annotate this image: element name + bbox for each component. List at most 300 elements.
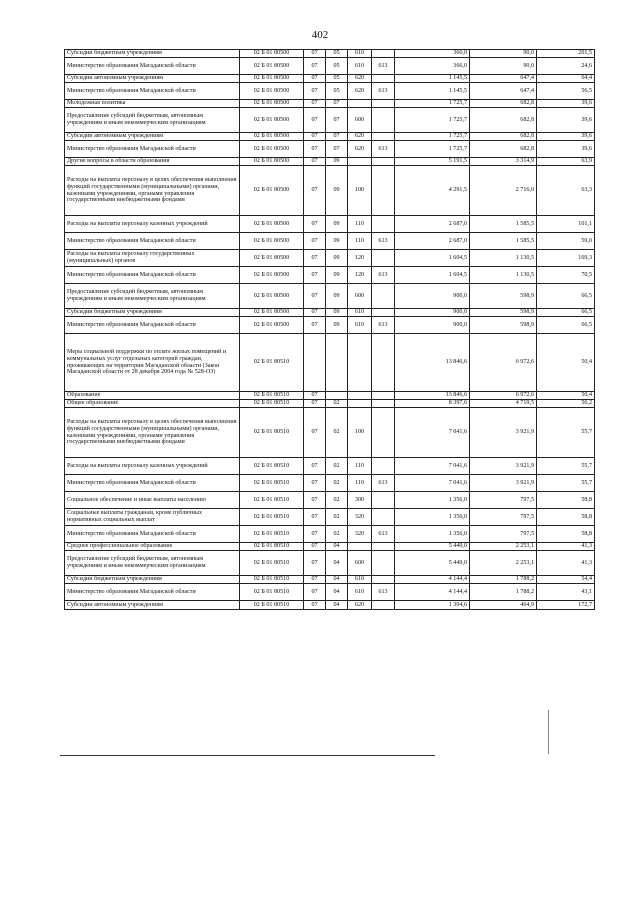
planned-amount: 1 725,7 — [395, 100, 470, 108]
table-row — [65, 392, 595, 400]
table-row — [65, 576, 595, 584]
expense-type: 110 — [348, 458, 372, 475]
subsection-code: 02 — [326, 458, 348, 475]
horizontal-rule — [60, 755, 435, 756]
expense-type: 300 — [348, 492, 372, 509]
execution-percent: 56,2 — [537, 400, 595, 408]
actual-amount: 2 253,1 — [470, 543, 537, 551]
subsection-code: 04 — [326, 551, 348, 576]
ministry-code — [372, 133, 395, 141]
section-code: 07 — [304, 141, 326, 158]
execution-percent: 39,6 — [537, 108, 595, 133]
row-label: Министерство образования Магаданской области — [65, 475, 240, 492]
expense-type: 610 — [348, 58, 372, 75]
actual-amount: 6 972,6 — [470, 334, 537, 392]
section-code: 07 — [304, 551, 326, 576]
row-label: Предоставление субсидий бюджетным, автономным учреждениям и иным некоммерческим организациям — [65, 108, 240, 133]
table-row — [65, 551, 595, 576]
row-label: Министерство образования Магаданской области — [65, 526, 240, 543]
planned-amount: 13 846,6 — [395, 392, 470, 400]
actual-amount: 2 253,1 — [470, 551, 537, 576]
subsection-code: 07 — [326, 100, 348, 108]
planned-amount: 4 144,4 — [395, 584, 470, 601]
row-label: Министерство образования Магаданской области — [65, 83, 240, 100]
table-row — [65, 526, 595, 543]
subsection-code: 09 — [326, 267, 348, 284]
table-body — [65, 50, 595, 610]
row-label: Министерство образования Магаданской области — [65, 141, 240, 158]
target-code: 02 Б 01 80500 — [240, 108, 304, 133]
target-code: 02 Б 01 80510 — [240, 492, 304, 509]
target-code: 02 Б 01 80510 — [240, 458, 304, 475]
expense-type: 620 — [348, 141, 372, 158]
planned-amount: 900,0 — [395, 284, 470, 309]
target-code: 02 Б 01 80500 — [240, 284, 304, 309]
expense-type — [348, 392, 372, 400]
execution-percent: 54,4 — [537, 576, 595, 584]
table-row — [65, 509, 595, 526]
ministry-code — [372, 509, 395, 526]
page-number: 402 — [311, 29, 329, 41]
expense-type: 110 — [348, 233, 372, 250]
section-code — [304, 334, 326, 392]
execution-percent: 66,5 — [537, 317, 595, 334]
planned-amount: 5 191,5 — [395, 158, 470, 166]
expense-type — [348, 334, 372, 392]
expense-type: 120 — [348, 267, 372, 284]
expense-type: 100 — [348, 166, 372, 216]
actual-amount: 682,8 — [470, 100, 537, 108]
actual-amount: 3 314,9 — [470, 158, 537, 166]
actual-amount: 6 972,6 — [470, 392, 537, 400]
section-code: 07 — [304, 133, 326, 141]
planned-amount: 1 304,6 — [395, 601, 470, 610]
target-code: 02 Б 01 80510 — [240, 392, 304, 400]
row-label: Расходы на выплаты персоналу в целях обеспечения выполнения функций государственными (муниципальными) органами, казенными учреждениями, органами управления государственными внебюджетными фондами — [65, 166, 240, 216]
table-row — [65, 475, 595, 492]
execution-percent: 50,4 — [537, 334, 595, 392]
table-row — [65, 83, 595, 100]
section-code: 07 — [304, 458, 326, 475]
table-row — [65, 267, 595, 284]
row-label: Предоставление субсидий бюджетным, автономным учреждениям и иным некоммерческим организациям — [65, 284, 240, 309]
execution-percent: 55,7 — [537, 475, 595, 492]
budget-table — [64, 49, 595, 610]
expense-type: 620 — [348, 601, 372, 610]
target-code: 02 Б 01 80500 — [240, 133, 304, 141]
execution-percent: 41,3 — [537, 543, 595, 551]
row-label: Расходы на выплаты персоналу казенных учреждений — [65, 216, 240, 233]
target-code: 02 Б 01 80500 — [240, 309, 304, 317]
expense-type: 600 — [348, 108, 372, 133]
actual-amount: 464,9 — [470, 601, 537, 610]
execution-percent: 66,5 — [537, 284, 595, 309]
row-label: Министерство образования Магаданской области — [65, 267, 240, 284]
ministry-code: 613 — [372, 475, 395, 492]
table-row — [65, 543, 595, 551]
expense-type — [348, 400, 372, 408]
target-code: 02 Б 01 80500 — [240, 233, 304, 250]
table-row — [65, 108, 595, 133]
table-row — [65, 584, 595, 601]
section-code: 07 — [304, 233, 326, 250]
section-code: 07 — [304, 166, 326, 216]
ministry-code — [372, 576, 395, 584]
table-row — [65, 334, 595, 392]
ministry-code — [372, 75, 395, 83]
section-code: 07 — [304, 543, 326, 551]
execution-percent: 56,5 — [537, 83, 595, 100]
subsection-code: 02 — [326, 526, 348, 543]
section-code: 07 — [304, 83, 326, 100]
subsection-code: 04 — [326, 601, 348, 610]
planned-amount: 1 725,7 — [395, 108, 470, 133]
subsection-code: 02 — [326, 492, 348, 509]
execution-percent: 50,4 — [537, 392, 595, 400]
row-label: Субсидии автономным учреждениям — [65, 75, 240, 83]
ministry-code — [372, 216, 395, 233]
row-label: Министерство образования Магаданской области — [65, 584, 240, 601]
actual-amount: 598,9 — [470, 317, 537, 334]
execution-percent: 64,4 — [537, 75, 595, 83]
planned-amount: 1 604,5 — [395, 267, 470, 284]
ministry-code — [372, 50, 395, 58]
planned-amount: 366,0 — [395, 50, 470, 58]
table-row — [65, 250, 595, 267]
actual-amount: 3 921,9 — [470, 458, 537, 475]
subsection-code: 05 — [326, 75, 348, 83]
execution-percent: 55,7 — [537, 408, 595, 458]
subsection-code: 09 — [326, 216, 348, 233]
planned-amount: 2 687,0 — [395, 216, 470, 233]
execution-percent: 59,0 — [537, 233, 595, 250]
planned-amount: 2 687,0 — [395, 233, 470, 250]
actual-amount: 647,4 — [470, 75, 537, 83]
subsection-code: 05 — [326, 50, 348, 58]
row-label: Образование — [65, 392, 240, 400]
actual-amount: 797,5 — [470, 526, 537, 543]
expense-type: 620 — [348, 133, 372, 141]
planned-amount: 1 725,7 — [395, 133, 470, 141]
execution-percent: 55,7 — [537, 458, 595, 475]
ministry-code — [372, 158, 395, 166]
execution-percent: 66,5 — [537, 309, 595, 317]
target-code: 02 Б 01 80510 — [240, 400, 304, 408]
ministry-code: 613 — [372, 317, 395, 334]
target-code: 02 Б 01 80510 — [240, 526, 304, 543]
table-row — [65, 458, 595, 475]
planned-amount: 1 356,0 — [395, 509, 470, 526]
subsection-code: 09 — [326, 317, 348, 334]
execution-percent: 63,3 — [537, 166, 595, 216]
planned-amount: 7 041,6 — [395, 475, 470, 492]
subsection-code: 09 — [326, 158, 348, 166]
execution-percent: 58,8 — [537, 492, 595, 509]
target-code: 02 Б 01 80500 — [240, 267, 304, 284]
expense-type: 320 — [348, 509, 372, 526]
vertical-rule — [548, 710, 549, 754]
table-row — [65, 141, 595, 158]
section-code: 07 — [304, 408, 326, 458]
target-code: 02 Б 01 80510 — [240, 584, 304, 601]
subsection-code: 09 — [326, 309, 348, 317]
subsection-code: 02 — [326, 475, 348, 492]
ministry-code: 613 — [372, 58, 395, 75]
planned-amount: 7 041,6 — [395, 408, 470, 458]
target-code: 02 Б 01 80500 — [240, 141, 304, 158]
section-code: 07 — [304, 284, 326, 309]
subsection-code: 07 — [326, 133, 348, 141]
expense-type: 100 — [348, 408, 372, 458]
section-code: 07 — [304, 400, 326, 408]
expense-type: 320 — [348, 526, 372, 543]
table-row — [65, 216, 595, 233]
ministry-code: 613 — [372, 83, 395, 100]
execution-percent: 70,5 — [537, 267, 595, 284]
subsection-code: 07 — [326, 141, 348, 158]
planned-amount: 8 397,6 — [395, 400, 470, 408]
subsection-code: 04 — [326, 576, 348, 584]
ministry-code — [372, 309, 395, 317]
execution-percent: 58,8 — [537, 509, 595, 526]
ministry-code: 613 — [372, 267, 395, 284]
table-row — [65, 284, 595, 309]
row-label: Министерство образования Магаданской области — [65, 58, 240, 75]
section-code: 07 — [304, 584, 326, 601]
expense-type: 620 — [348, 83, 372, 100]
planned-amount: 1 604,5 — [395, 250, 470, 267]
expense-type: 610 — [348, 309, 372, 317]
table-row — [65, 317, 595, 334]
expense-type: 610 — [348, 317, 372, 334]
ministry-code — [372, 392, 395, 400]
row-label: Субсидии автономным учреждениям — [65, 601, 240, 610]
actual-amount: 797,5 — [470, 509, 537, 526]
expense-type: 120 — [348, 250, 372, 267]
expense-type: 610 — [348, 576, 372, 584]
target-code: 02 Б 01 80500 — [240, 158, 304, 166]
section-code: 07 — [304, 492, 326, 509]
row-label: Субсидии бюджетным учреждениям — [65, 309, 240, 317]
actual-amount: 598,9 — [470, 309, 537, 317]
expense-type: 600 — [348, 551, 372, 576]
section-code: 07 — [304, 509, 326, 526]
table-row — [65, 58, 595, 75]
actual-amount: 1 130,5 — [470, 267, 537, 284]
target-code: 02 Б 01 80510 — [240, 475, 304, 492]
ministry-code — [372, 334, 395, 392]
ministry-code: 613 — [372, 526, 395, 543]
ministry-code: 613 — [372, 233, 395, 250]
execution-percent: 58,8 — [537, 526, 595, 543]
actual-amount: 1 788,2 — [470, 584, 537, 601]
subsection-code — [326, 334, 348, 392]
section-code: 07 — [304, 576, 326, 584]
planned-amount: 1 145,5 — [395, 75, 470, 83]
subsection-code: 05 — [326, 58, 348, 75]
execution-percent: 101,1 — [537, 216, 595, 233]
execution-percent: 172,7 — [537, 601, 595, 610]
actual-amount: 1 788,2 — [470, 576, 537, 584]
planned-amount: 4 144,4 — [395, 576, 470, 584]
actual-amount: 647,4 — [470, 83, 537, 100]
row-label: Молодежная политика — [65, 100, 240, 108]
section-code: 07 — [304, 601, 326, 610]
row-label: Общее образование — [65, 400, 240, 408]
expense-type: 110 — [348, 216, 372, 233]
section-code: 07 — [304, 309, 326, 317]
subsection-code: 04 — [326, 584, 348, 601]
execution-percent: 39,6 — [537, 141, 595, 158]
table-row — [65, 233, 595, 250]
subsection-code: 04 — [326, 543, 348, 551]
actual-amount: 90,0 — [470, 50, 537, 58]
subsection-code: 09 — [326, 166, 348, 216]
target-code: 02 Б 01 80500 — [240, 50, 304, 58]
execution-percent: 39,6 — [537, 133, 595, 141]
section-code: 07 — [304, 475, 326, 492]
target-code: 02 Б 01 80510 — [240, 543, 304, 551]
execution-percent: 169,3 — [537, 250, 595, 267]
execution-percent: 63,9 — [537, 158, 595, 166]
expense-type: 610 — [348, 50, 372, 58]
ministry-code — [372, 250, 395, 267]
target-code: 02 Б 01 80510 — [240, 334, 304, 392]
ministry-code — [372, 284, 395, 309]
execution-percent: 43,1 — [537, 584, 595, 601]
ministry-code — [372, 601, 395, 610]
ministry-code — [372, 458, 395, 475]
section-code: 07 — [304, 108, 326, 133]
execution-percent: 41,3 — [537, 551, 595, 576]
actual-amount: 3 921,9 — [470, 475, 537, 492]
target-code: 02 Б 01 80500 — [240, 317, 304, 334]
row-label: Предоставление субсидий бюджетным, автономным учреждениям и иным некоммерческим организациям — [65, 551, 240, 576]
row-label: Субсидии автономным учреждениям — [65, 133, 240, 141]
table-row — [65, 50, 595, 58]
planned-amount: 5 449,0 — [395, 551, 470, 576]
expense-type: 110 — [348, 475, 372, 492]
ministry-code — [372, 543, 395, 551]
target-code: 02 Б 01 80500 — [240, 58, 304, 75]
subsection-code: 09 — [326, 284, 348, 309]
actual-amount: 3 921,9 — [470, 408, 537, 458]
planned-amount: 13 846,6 — [395, 334, 470, 392]
planned-amount: 1 145,5 — [395, 83, 470, 100]
target-code: 02 Б 01 80510 — [240, 576, 304, 584]
planned-amount: 5 449,0 — [395, 543, 470, 551]
section-code: 07 — [304, 158, 326, 166]
row-label: Среднее профессиональное образование — [65, 543, 240, 551]
table-row — [65, 408, 595, 458]
section-code: 07 — [304, 317, 326, 334]
subsection-code: 05 — [326, 83, 348, 100]
expense-type — [348, 158, 372, 166]
row-label: Расходы на выплаты персоналу государственных (муниципальных) органов — [65, 250, 240, 267]
ministry-code — [372, 408, 395, 458]
subsection-code — [326, 392, 348, 400]
actual-amount: 2 716,0 — [470, 166, 537, 216]
target-code: 02 Б 01 80510 — [240, 509, 304, 526]
table-row — [65, 400, 595, 408]
section-code: 07 — [304, 250, 326, 267]
row-label: Социальные выплаты гражданам, кроме публичных нормативных социальных выплат — [65, 509, 240, 526]
row-label: Субсидии бюджетным учреждениям — [65, 576, 240, 584]
actual-amount: 682,8 — [470, 141, 537, 158]
actual-amount: 4 719,5 — [470, 400, 537, 408]
expense-type — [348, 543, 372, 551]
target-code: 02 Б 01 80500 — [240, 250, 304, 267]
row-label: Министерство образования Магаданской области — [65, 233, 240, 250]
subsection-code: 02 — [326, 408, 348, 458]
target-code: 02 Б 01 80510 — [240, 408, 304, 458]
planned-amount: 4 291,5 — [395, 166, 470, 216]
actual-amount: 90,0 — [470, 58, 537, 75]
table-row — [65, 166, 595, 216]
table-row — [65, 601, 595, 610]
planned-amount: 900,0 — [395, 309, 470, 317]
ministry-code: 613 — [372, 141, 395, 158]
table-row — [65, 309, 595, 317]
subsection-code: 02 — [326, 509, 348, 526]
table-row — [65, 158, 595, 166]
execution-percent: 201,5 — [537, 50, 595, 58]
table-row — [65, 492, 595, 509]
planned-amount: 366,0 — [395, 58, 470, 75]
section-code: 07 — [304, 267, 326, 284]
expense-type: 600 — [348, 284, 372, 309]
ministry-code: 613 — [372, 584, 395, 601]
planned-amount: 1 356,0 — [395, 492, 470, 509]
target-code: 02 Б 01 80510 — [240, 601, 304, 610]
target-code: 02 Б 01 80500 — [240, 83, 304, 100]
actual-amount: 1 585,5 — [470, 216, 537, 233]
target-code: 02 Б 01 80500 — [240, 216, 304, 233]
planned-amount: 1 356,0 — [395, 526, 470, 543]
subsection-code: 09 — [326, 233, 348, 250]
actual-amount: 682,8 — [470, 108, 537, 133]
row-label: Социальное обеспечение и иные выплаты населению — [65, 492, 240, 509]
subsection-code: 02 — [326, 400, 348, 408]
ministry-code — [372, 100, 395, 108]
table-row — [65, 133, 595, 141]
actual-amount: 1 585,5 — [470, 233, 537, 250]
actual-amount: 598,9 — [470, 284, 537, 309]
row-label: Расходы на выплаты персоналу казенных учреждений — [65, 458, 240, 475]
execution-percent: 39,6 — [537, 100, 595, 108]
subsection-code: 07 — [326, 108, 348, 133]
section-code: 07 — [304, 100, 326, 108]
planned-amount: 1 725,7 — [395, 141, 470, 158]
target-code: 02 Б 01 80500 — [240, 166, 304, 216]
actual-amount: 1 130,5 — [470, 250, 537, 267]
section-code: 07 — [304, 392, 326, 400]
actual-amount: 682,8 — [470, 133, 537, 141]
ministry-code — [372, 166, 395, 216]
subsection-code: 09 — [326, 250, 348, 267]
ministry-code — [372, 400, 395, 408]
target-code: 02 Б 01 80500 — [240, 100, 304, 108]
section-code: 07 — [304, 50, 326, 58]
planned-amount: 7 041,6 — [395, 458, 470, 475]
row-label: Министерство образования Магаданской области — [65, 317, 240, 334]
table-row — [65, 75, 595, 83]
section-code: 07 — [304, 216, 326, 233]
ministry-code — [372, 492, 395, 509]
section-code: 07 — [304, 58, 326, 75]
section-code: 07 — [304, 526, 326, 543]
actual-amount: 797,5 — [470, 492, 537, 509]
